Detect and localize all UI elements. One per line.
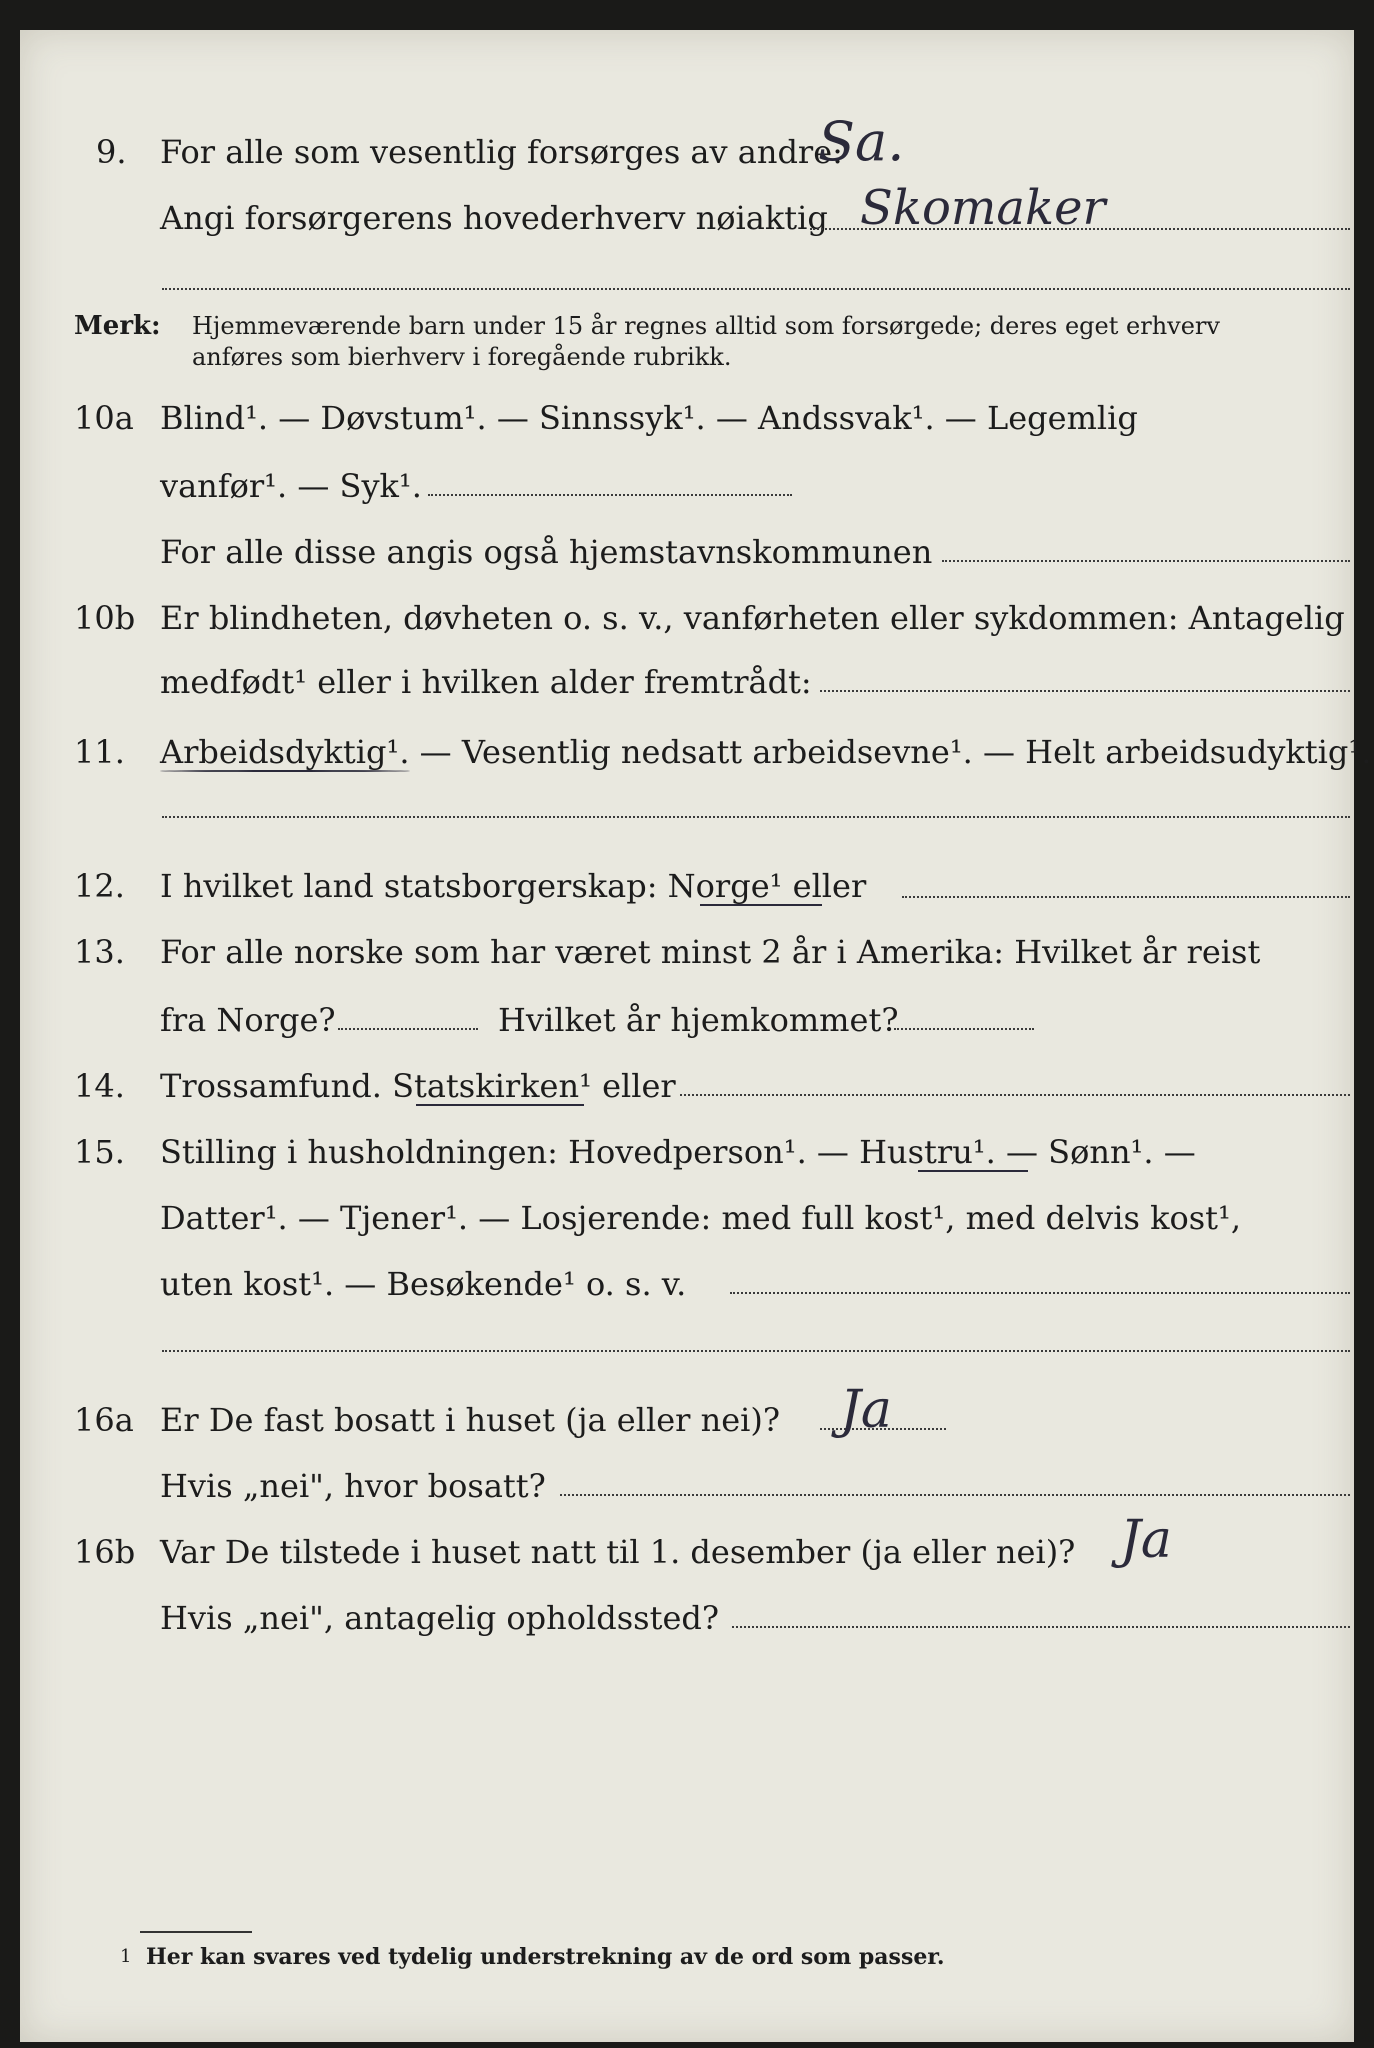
q11-extra-line[interactable]	[162, 816, 1350, 818]
q15-number: 15.	[74, 1133, 125, 1171]
merk-text-1: Hjemmeværende barn under 15 år regnes alltid som forsørgede; deres eget erhverv	[192, 312, 1220, 340]
q15-text-3: uten kost¹. — Besøkende¹ o. s. v.	[160, 1265, 687, 1303]
q15-extra-line[interactable]	[162, 1350, 1350, 1352]
q16a-number: 16a	[74, 1401, 134, 1439]
q15-line2	[20, 1198, 1354, 1258]
q16b-whereabouts-line[interactable]	[732, 1626, 1350, 1628]
q13-number: 13.	[74, 933, 125, 971]
q15-answer-underline	[918, 1170, 1028, 1172]
q10b-text-1: Er blindheten, døvheten o. s. v., vanførheten eller sykdommen: Antagelig	[160, 599, 1345, 637]
q13-line1	[20, 932, 1354, 992]
q10b-line1	[20, 598, 1354, 658]
q10a-line3	[20, 532, 1354, 592]
q15-text-2: Datter¹. — Tjener¹. — Losjerende: med full kost¹, med delvis kost¹,	[160, 1199, 1242, 1237]
q11-line1	[20, 732, 1372, 792]
merk-note-2	[20, 342, 1354, 402]
q14-answer-underline	[416, 1104, 584, 1106]
q10a-number: 10a	[74, 399, 134, 437]
q10a-answer-line[interactable]	[428, 494, 792, 496]
q10a-line1	[20, 398, 1354, 458]
q10b-line2	[20, 662, 1354, 722]
merk-text-2: anføres som bierhverv i foregående rubrikk.	[192, 343, 732, 371]
q10a-text-1: Blind¹. — Døvstum¹. — Sinnssyk¹. — Andssvak¹. — Legemlig	[160, 399, 1138, 437]
q10a-text-2: vanfør¹. — Syk¹.	[160, 467, 422, 505]
q13-text-2b: Hvilket år hjemkommet?	[498, 1001, 899, 1039]
q13-line2	[20, 1000, 1354, 1060]
q10b-answer-line[interactable]	[820, 690, 1350, 692]
footnote-rule	[140, 1931, 252, 1933]
q16a-line1	[20, 1400, 1354, 1460]
q16a-handwritten-answer: Ja	[840, 1380, 892, 1440]
q12-text-1: I hvilket land statsborgerskap: Norge¹ eller	[160, 867, 867, 905]
q14-text-1: Trossamfund. Statskirken¹ eller	[160, 1067, 676, 1105]
q10a-text-3: For alle disse angis også hjemstavnskommunen	[160, 533, 933, 571]
q10a-line2	[20, 466, 1354, 526]
q12-answer-underline	[700, 904, 822, 906]
q14-line1	[20, 1066, 1354, 1126]
q16b-text-1: Var De tilstede i huset natt til 1. desember (ja eller nei)?	[160, 1533, 1076, 1571]
q15-line1	[20, 1132, 1354, 1192]
q15-line3	[20, 1264, 1354, 1324]
q9-number: 9.	[96, 133, 127, 171]
q11-answer-underline	[160, 770, 410, 772]
q16a-text-2: Hvis „nei", hvor bosatt?	[160, 1467, 546, 1505]
q16b-line2	[20, 1598, 1354, 1658]
q13-text-1: For alle norske som har været minst 2 år i Amerika: Hvilket år reist	[160, 933, 1261, 971]
q11-text-1: Arbeidsdyktig¹. — Vesentlig nedsatt arbeidsevne¹. — Helt arbeidsudyktig¹.	[160, 733, 1372, 771]
q13-text-2a: fra Norge?	[160, 1001, 336, 1039]
q10b-text-2: medfødt¹ eller i hvilken alder fremtrådt:	[160, 663, 812, 701]
footnote-text: Her kan svares ved tydelig understrekning av de ord som passer.	[146, 1944, 945, 1970]
q11-number: 11.	[74, 733, 125, 771]
q9-handwritten-occupation: Skomaker	[860, 180, 1106, 236]
q9-handwritten-answer: Sa.	[818, 110, 905, 173]
q15-answer-line[interactable]	[730, 1292, 1350, 1294]
q10b-number: 10b	[74, 599, 136, 637]
q12-number: 12.	[74, 867, 125, 905]
q13-left-norway-line[interactable]	[338, 1028, 478, 1030]
q15-text-1: Stilling i husholdningen: Hovedperson¹. — Hustru¹. — Sønn¹. —	[160, 1133, 1196, 1171]
q16b-text-2: Hvis „nei", antagelig opholdssted?	[160, 1599, 720, 1637]
form-page	[20, 30, 1372, 2042]
q12-answer-line[interactable]	[902, 896, 1350, 898]
footnote-marker: 1	[120, 1946, 132, 1967]
footnote	[20, 1942, 1354, 2002]
q9-text-2: Angi forsørgerens hovederhverv nøiaktig	[160, 199, 828, 237]
q9-line1	[20, 132, 1354, 192]
q13-returned-line[interactable]	[894, 1028, 1034, 1030]
q14-answer-line[interactable]	[680, 1094, 1350, 1096]
merk-label: Merk:	[74, 311, 161, 341]
q9-extra-line[interactable]	[162, 288, 1350, 290]
q10a-home-municipality-line[interactable]	[942, 560, 1350, 562]
q16a-text-1: Er De fast bosatt i huset (ja eller nei)?	[160, 1401, 781, 1439]
q14-number: 14.	[74, 1067, 125, 1105]
q16a-residence-line[interactable]	[560, 1494, 1350, 1496]
q9-text-1: For alle som vesentlig forsørges av andre:	[160, 133, 843, 171]
q16b-handwritten-answer: Ja	[1120, 1510, 1172, 1570]
q16b-number: 16b	[74, 1533, 136, 1571]
